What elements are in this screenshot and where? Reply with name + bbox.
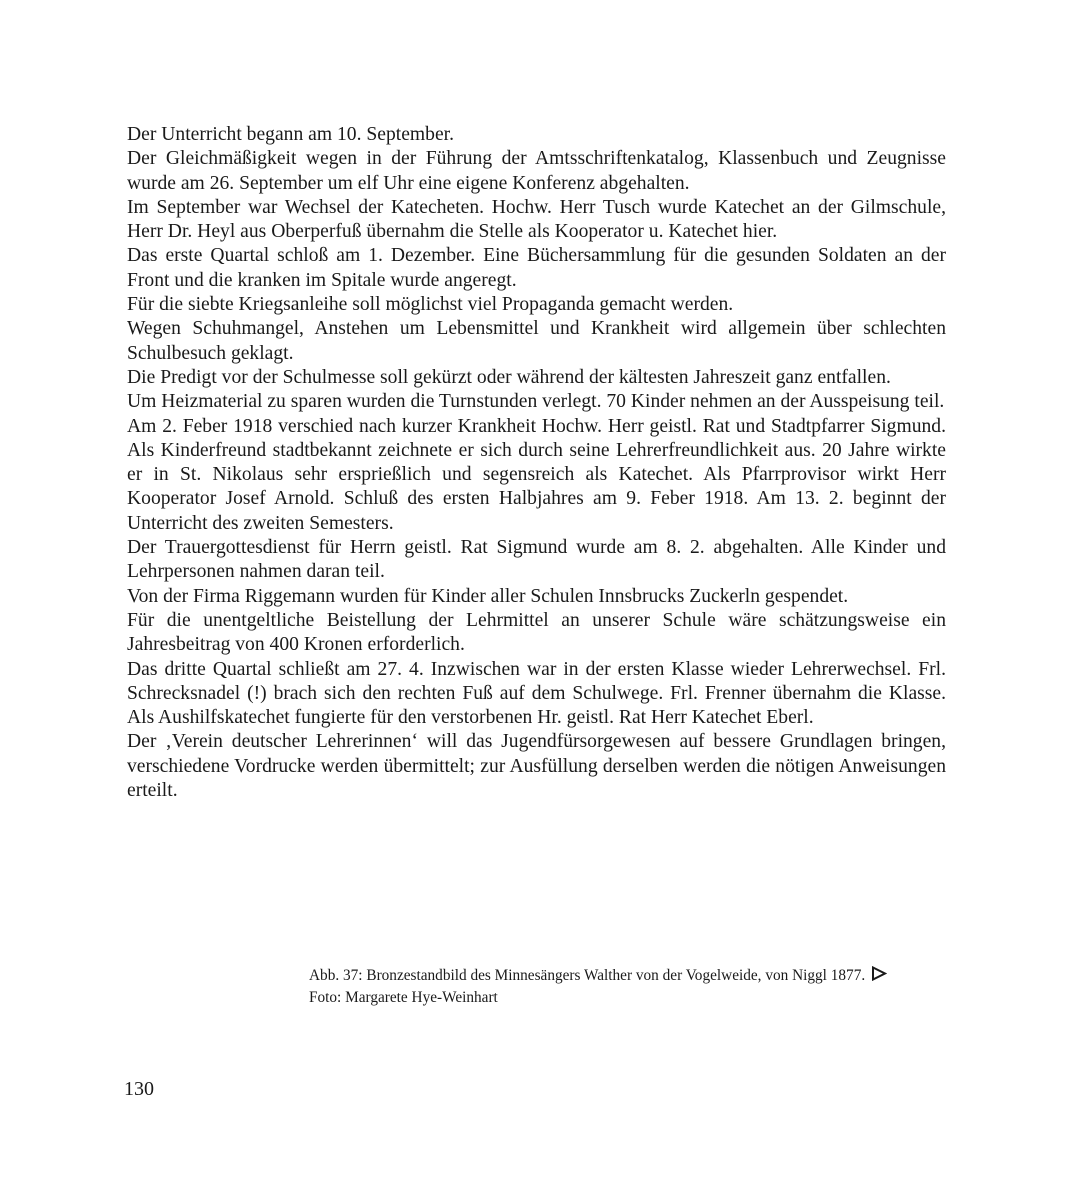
page-body-text (127, 123, 946, 803)
paragraph-3: Im September war Wechsel der Katecheten. Hochw. Herr Tusch wurde Katechet an der Gilmschule, Herr Dr. Heyl aus Oberperfuß übernahm die Stelle als Kooperator u. Katechet hier. (127, 196, 946, 243)
triangle-right-outline-icon (871, 966, 887, 987)
paragraph-14: Der ‚Verein deutscher Lehrerinnen‘ will das Jugendfürsorgewesen auf bessere Grundlagen bringen, verschiedene Vordrucke werden übermittelt; zur Ausfüllung derselben werden die nötigen Anweisungen erteilt. (127, 731, 946, 802)
paragraph-8: Um Heizmaterial zu sparen wurden die Turnstunden verlegt. 70 Kinder nehmen an der Ausspeisung teil. (127, 391, 945, 413)
paragraph-7: Die Predigt vor der Schulmesse soll gekürzt oder während der kältesten Jahreszeit ganz entfallen. (127, 366, 891, 388)
paragraph-11: Von der Firma Riggemann wurden für Kinder aller Schulen Innsbrucks Zuckerln gespendet. (127, 585, 849, 607)
paragraph-10: Der Trauergottesdienst für Herrn geistl. Rat Sigmund wurde am 8. 2. abgehalten. Alle Kinder und Lehrpersonen nahmen daran teil. (127, 537, 946, 583)
caption-title: Abb. 37: Bronzestandbild des Minnesängers Walther von der Vogelweide, von Niggl 1877. (309, 967, 866, 984)
paragraph-1: Der Unterricht begann am 10. September. (127, 124, 454, 145)
paragraph-9: Am 2. Feber 1918 verschied nach kurzer Krankheit Hochw. Herr geistl. Rat und Stadtpfarrer Sigmund. Als Kinderfreund stadtbekannt zeichnete er sich durch seine Lehrerfreundlichkeit aus. 20 Jahre wirkte er in St. Nikolaus sehr ersprießlich und segensreich als Katechet. Als Pfarrprovisor wirkt Herr Kooperator Josef Arnold. Schluß des ersten Halbjahres am 9. Feber 1918. Am 13. 2. beginnt der Unterricht des zweiten Semesters. (127, 415, 946, 534)
figure-caption (309, 965, 969, 1008)
paragraph-6: Wegen Schuhmangel, Anstehen um Lebensmittel und Krankheit wird allgemein über schlechten Schulbesuch geklagt. (127, 318, 946, 364)
page-number: 130 (124, 1078, 154, 1100)
paragraph-13: Das dritte Quartal schließt am 27. 4. Inzwischen war in der ersten Klasse wieder Lehrerwechsel. Frl. Schrecksnadel (!) brach sich den rechten Fuß auf dem Schulwege. Frl. Frenner übernahm die Klasse. Als Aushilfskatechet fungierte für den verstorbenen Hr. geistl. Rat Herr Katechet Eberl. (127, 658, 946, 729)
caption-line-1 (309, 965, 969, 987)
caption-line-2: Foto: Margarete Hye-Weinhart (309, 989, 498, 1006)
paragraph-4: Das erste Quartal schloß am 1. Dezember. Eine Büchersammlung für die gesunden Soldaten an der Front und die kranken im Spitale wurde angeregt. (127, 245, 946, 291)
paragraph-5: Für die siebte Kriegsanleihe soll möglichst viel Propaganda gemacht werden. (127, 294, 734, 316)
paragraph-12: Für die unentgeltliche Beistellung der Lehrmittel an unserer Schule wäre schätzungsweise ein Jahresbeitrag von 400 Kronen erforderlich. (127, 609, 946, 656)
paragraph-2: Der Gleichmäßigkeit wegen in der Führung der Amtsschriftenkatalog, Klassenbuch und Zeugnisse wurde am 26. September um elf Uhr eine eigene Konferenz abgehalten. (127, 148, 946, 194)
